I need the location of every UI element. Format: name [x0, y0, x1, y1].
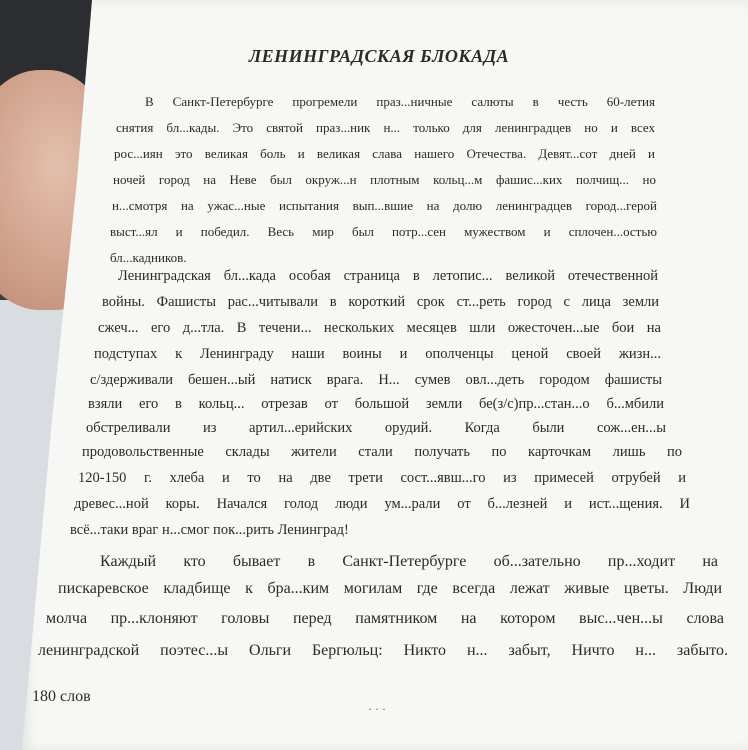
paragraph-2-line: 120-150 г. хлеба и то на две трети сост...явш...го из примесей отрубей и	[78, 470, 686, 486]
stray-marks: · · ·	[368, 702, 386, 716]
paragraph-1-line: выст...ял и победил. Весь мир был потр...сен мужеством и сплочен...остью	[110, 224, 657, 239]
paragraph-2-line: обстреливали из артил...ерийских орудий. Когда были сож...ен...ы	[86, 420, 666, 436]
paragraph-2-line: продовольственные склады жители стали получать по карточкам лишь по	[82, 444, 682, 460]
paragraph-1-line: снятия бл...кады. Это святой праз...ник н... только для ленинградцев но и всех	[116, 120, 655, 135]
paragraph-2-line-last: всё...таки враг н...смог пок...рить Ленинград!	[70, 522, 349, 538]
paragraph-3-line: Каждый кто бывает в Санкт-Петербурге об...зательно пр...ходит на	[100, 553, 718, 570]
paragraph-2-line: войны. Фашисты рас...читывали в короткий срок ст...реть город с лица земли	[102, 294, 659, 310]
paragraph-2-line: взяли его в кольц... отрезав от большой земли бе(з/с)пр...стан...о б...мбили	[88, 396, 664, 412]
paragraph-2-line: древес...ной коры. Начался голод люди ум...рали от б...лезней и ист...щения. И	[74, 496, 690, 512]
paragraph-3-line: ленинградской поэтес...ы Ольги Бергюльц: Никто н... забыт, Ничто н... забыто.	[38, 642, 728, 659]
paragraph-3-line: пискаревское кладбище к бра...ким могилам где всегда лежат живые цветы. Люди	[58, 580, 722, 597]
document-title: ЛЕНИНГРАДСКАЯ БЛОКАДА	[248, 46, 510, 66]
paragraph-1-line: рос...иян это великая боль и великая слава нашего Отечества. Девят...сот дней и	[114, 146, 655, 161]
paragraph-1-line-last: бл...кадников.	[110, 250, 187, 265]
paragraph-2-line: сжеч... его д...тла. В течени... нескольких месяцев шли ожесточен...ые бои на	[98, 320, 661, 336]
paragraph-2-line: с/здерживали бешен...ый натиск врага. Н... сумев овл...деть городом фашисты	[90, 372, 662, 388]
paragraph-1-line: В Санкт-Петербурге прогремели праз...ничные салюты в честь 60-летия	[145, 94, 655, 109]
word-count: 180 слов	[32, 688, 91, 705]
paragraph-3-line: молча пр...клоняют головы перед памятником на котором выс...чен...ы слова	[46, 610, 724, 627]
paragraph-1-line: ночей город на Неве был окруж...н плотным кольц...м фашис...ких полчищ... но	[113, 172, 656, 187]
paragraph-2-line: Ленинградская бл...када особая страница в летопис... великой отечественной	[118, 268, 658, 284]
paragraph-2-line: подступах к Ленинграду наши воины и ополченцы ценой своей жизн...	[94, 346, 661, 362]
paragraph-1-line: н...смотря на ужас...ные испытания вып...вшие на долю ленинградцев город...герой	[112, 198, 657, 213]
